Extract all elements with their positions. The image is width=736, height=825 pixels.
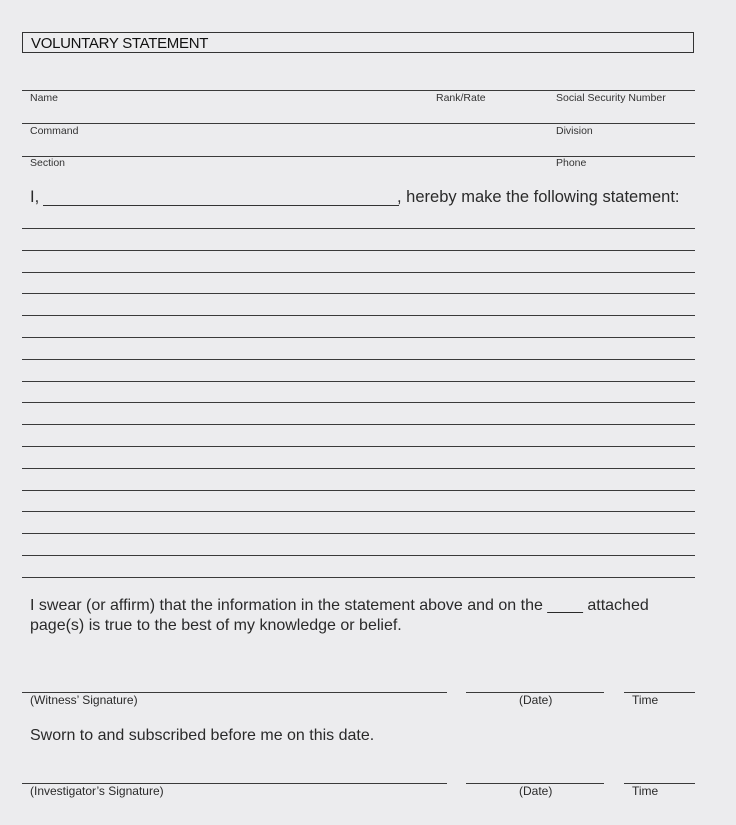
statement-line (22, 577, 695, 578)
phone-field[interactable] (550, 157, 695, 181)
command-label: Command (30, 125, 79, 137)
statement-suffix: , hereby make the following statement: (397, 188, 680, 206)
statement-line (22, 511, 695, 512)
statement-line (22, 381, 695, 382)
ssn-field[interactable] (550, 91, 695, 123)
statement-line (22, 272, 695, 273)
oath-line-2: page(s) is true to the best of my knowledge or belief. (30, 617, 402, 634)
statement-line (22, 228, 695, 229)
oath-line-1: I swear (or affirm) that the information in the statement above and on the ____ attached (30, 597, 649, 614)
statement-line (22, 250, 695, 251)
statement-line (22, 359, 695, 360)
witness-date-label: (Date) (519, 693, 553, 707)
phone-label: Phone (556, 157, 587, 169)
investigator-time-label: Time (632, 784, 659, 798)
investigator-date-label: (Date) (519, 784, 553, 798)
statement-line (22, 293, 695, 294)
section-label: Section (30, 157, 66, 169)
name-label: Name (30, 92, 59, 104)
form-title: VOLUNTARY STATEMENT (31, 35, 209, 52)
statement-body[interactable] (22, 228, 695, 580)
ssn-label: Social Security Number (556, 92, 666, 104)
section-field[interactable] (22, 157, 542, 181)
statement-line (22, 446, 695, 447)
command-field[interactable] (22, 124, 542, 156)
statement-line (22, 424, 695, 425)
statement-line (22, 533, 695, 534)
name-field[interactable] (22, 91, 422, 123)
statement-line (22, 468, 695, 469)
statement-line (22, 402, 695, 403)
division-field[interactable] (550, 124, 695, 156)
statement-line (22, 555, 695, 556)
rank-rate-label: Rank/Rate (436, 92, 486, 104)
statement-prefix: I, (30, 188, 40, 206)
statement-line (22, 315, 695, 316)
witness-time-label: Time (632, 693, 659, 707)
statement-line (22, 490, 695, 491)
statement-intro (30, 188, 690, 210)
title-box (22, 32, 694, 53)
declarant-name-field[interactable] (43, 205, 399, 206)
witness-signature-label: (Witness’ Signature) (30, 693, 138, 707)
rank-rate-field[interactable] (430, 91, 548, 123)
sworn-text: Sworn to and subscribed before me on this date. (30, 727, 375, 744)
division-label: Division (556, 125, 593, 137)
statement-line (22, 337, 695, 338)
investigator-signature-label: (Investigator’s Signature) (30, 784, 164, 798)
oath-paragraph (30, 596, 690, 636)
